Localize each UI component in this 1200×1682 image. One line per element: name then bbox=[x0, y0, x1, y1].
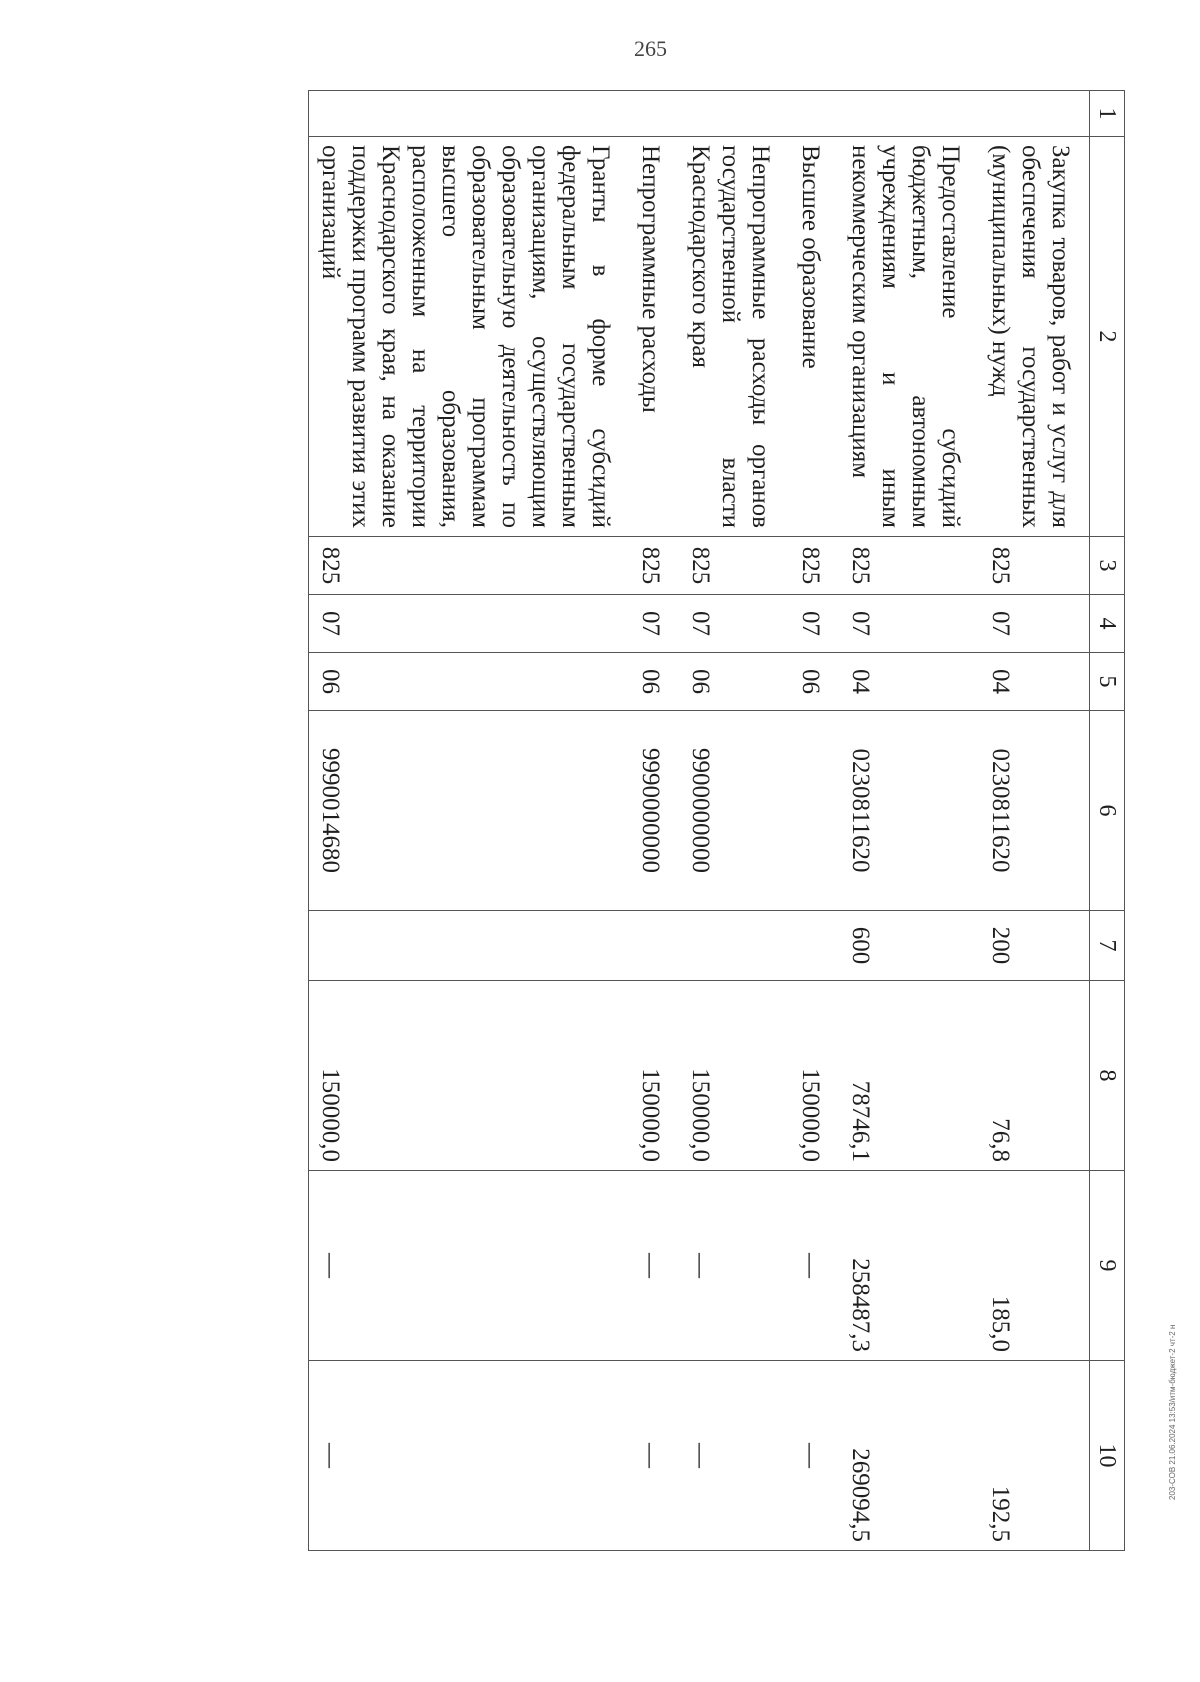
cell-target-article: 9990014680 bbox=[309, 711, 630, 911]
header-col-8: 8 bbox=[1090, 981, 1125, 1171]
cell-ministry-code: 825 bbox=[839, 537, 979, 595]
page-number: 265 bbox=[634, 36, 667, 61]
cell-ministry-code: 825 bbox=[789, 537, 839, 595]
cell-target-article: 0230811620 bbox=[839, 711, 979, 911]
cell-col-1 bbox=[309, 91, 630, 137]
table-row bbox=[679, 91, 789, 1551]
header-col-2: 2 bbox=[1090, 137, 1125, 537]
cell-subsection: 06 bbox=[629, 653, 679, 711]
cell-amount-col-10: 269094,5 bbox=[839, 1361, 979, 1551]
cell-expense-type bbox=[629, 911, 679, 981]
cell-amount-col-9: — bbox=[789, 1171, 839, 1361]
table-row bbox=[839, 91, 979, 1551]
cell-expense-name: Высшее образование bbox=[789, 137, 839, 537]
cell-amount-col-8: 150000,0 bbox=[309, 981, 630, 1171]
header-col-10: 10 bbox=[1090, 1361, 1125, 1551]
cell-amount-col-8: 150000,0 bbox=[679, 981, 789, 1171]
cell-section: 07 bbox=[979, 595, 1090, 653]
cell-target-article: 9900000000 bbox=[679, 711, 789, 911]
cell-subsection: 06 bbox=[309, 653, 630, 711]
header-col-5: 5 bbox=[1090, 653, 1125, 711]
table-row bbox=[979, 91, 1090, 1551]
cell-target-article bbox=[789, 711, 839, 911]
header-col-3: 3 bbox=[1090, 537, 1125, 595]
cell-amount-col-9: — bbox=[309, 1171, 630, 1361]
cell-amount-col-10: — bbox=[629, 1361, 679, 1551]
cell-target-article: 0230811620 bbox=[979, 711, 1090, 911]
cell-amount-col-9: 185,0 bbox=[979, 1171, 1090, 1361]
header-col-9: 9 bbox=[1090, 1171, 1125, 1361]
cell-subsection: 04 bbox=[839, 653, 979, 711]
cell-expense-type bbox=[679, 911, 789, 981]
cell-amount-col-10: — bbox=[679, 1361, 789, 1551]
cell-section: 07 bbox=[629, 595, 679, 653]
cell-amount-col-8: 150000,0 bbox=[789, 981, 839, 1171]
budget-table bbox=[308, 90, 1125, 1551]
cell-expense-type bbox=[309, 911, 630, 981]
header-col-1: 1 bbox=[1090, 91, 1125, 137]
cell-expense-name: Гранты в форме субсидий федеральным государственным организациям, осуществляющим образовательную деятельность по образовательным программам высшего образования, расположенным на территории Краснодарского края, на оказание поддержки программ развития этих организаций bbox=[309, 137, 630, 537]
table-row bbox=[309, 91, 630, 1551]
table-row bbox=[629, 91, 679, 1551]
cell-expense-type: 600 bbox=[839, 911, 979, 981]
cell-expense-name: Закупка товаров, работ и услуг для обеспечения государственных (муниципальных) нужд bbox=[979, 137, 1090, 537]
cell-section: 07 bbox=[309, 595, 630, 653]
cell-ministry-code: 825 bbox=[979, 537, 1090, 595]
cell-subsection: 04 bbox=[979, 653, 1090, 711]
cell-amount-col-8: 76,8 bbox=[979, 981, 1090, 1171]
cell-ministry-code: 825 bbox=[679, 537, 789, 595]
table-row bbox=[789, 91, 839, 1551]
cell-amount-col-9: — bbox=[629, 1171, 679, 1361]
cell-ministry-code: 825 bbox=[629, 537, 679, 595]
cell-col-1 bbox=[839, 91, 979, 137]
cell-expense-name: Непрограммные расходы bbox=[629, 137, 679, 537]
header-col-4: 4 bbox=[1090, 595, 1125, 653]
cell-section: 07 bbox=[679, 595, 789, 653]
cell-ministry-code: 825 bbox=[309, 537, 630, 595]
header-col-6: 6 bbox=[1090, 711, 1125, 911]
cell-target-article: 9990000000 bbox=[629, 711, 679, 911]
cell-amount-col-10: — bbox=[309, 1361, 630, 1551]
cell-amount-col-8: 150000,0 bbox=[629, 981, 679, 1171]
footer-stamp: 203-СОВ 21.06.2024 13:53/итм-бюджет-2 чт-2 н bbox=[1168, 1324, 1177, 1500]
rotated-table-container bbox=[185, 90, 1125, 1550]
cell-col-1 bbox=[979, 91, 1090, 137]
cell-expense-type: 200 bbox=[979, 911, 1090, 981]
cell-subsection: 06 bbox=[789, 653, 839, 711]
cell-expense-name: Предоставление субсидий бюджетным, автономным учреждениям и иным некоммерческим организациям bbox=[839, 137, 979, 537]
cell-expense-name: Непрограммные расходы органов государственной власти Краснодарского края bbox=[679, 137, 789, 537]
header-col-7: 7 bbox=[1090, 911, 1125, 981]
cell-section: 07 bbox=[839, 595, 979, 653]
cell-section: 07 bbox=[789, 595, 839, 653]
cell-subsection: 06 bbox=[679, 653, 789, 711]
cell-amount-col-8: 78746,1 bbox=[839, 981, 979, 1171]
cell-col-1 bbox=[789, 91, 839, 137]
cell-expense-type bbox=[789, 911, 839, 981]
cell-col-1 bbox=[679, 91, 789, 137]
cell-amount-col-10: 192,5 bbox=[979, 1361, 1090, 1551]
cell-amount-col-9: — bbox=[679, 1171, 789, 1361]
table-header-row bbox=[1090, 91, 1125, 1551]
cell-col-1 bbox=[629, 91, 679, 137]
cell-amount-col-10: — bbox=[789, 1361, 839, 1551]
cell-amount-col-9: 258487,3 bbox=[839, 1171, 979, 1361]
